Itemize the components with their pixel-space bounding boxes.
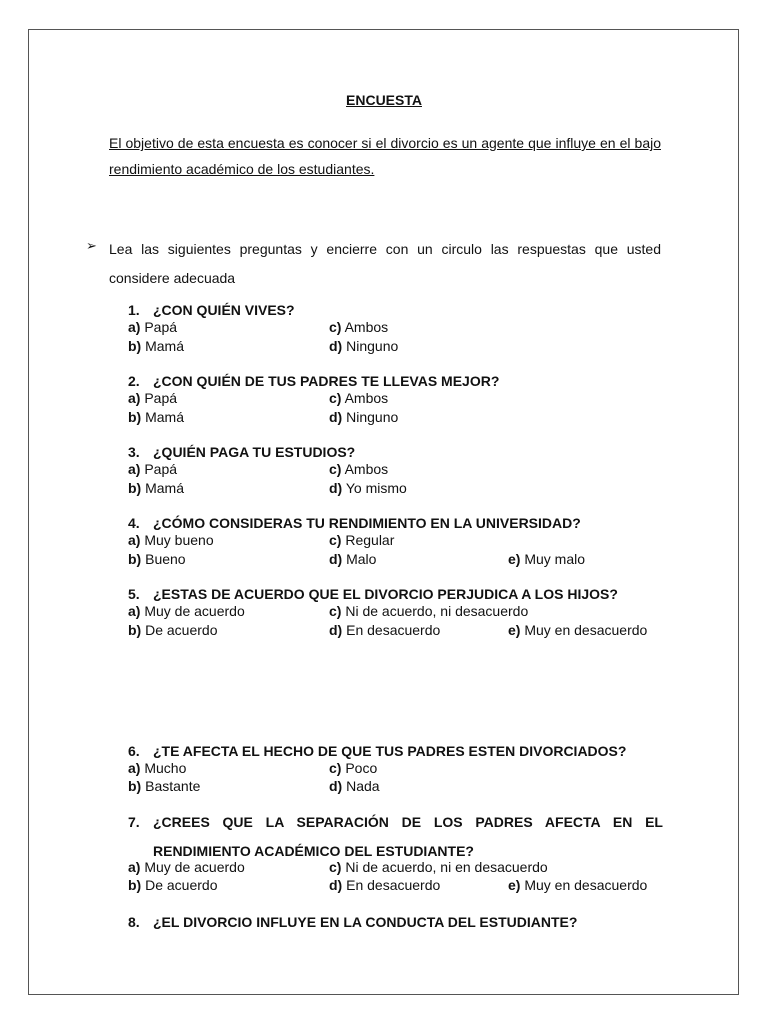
answer-option[interactable]: c) Regular <box>329 532 395 548</box>
answer-option[interactable]: b) Bastante <box>128 778 201 794</box>
question-4 <box>128 515 663 531</box>
answer-option[interactable]: d) Malo <box>329 551 377 567</box>
question-text: ¿CREES QUE LA SEPARACIÓN DE LOS PADRES AFECTA EN EL RENDIMIENTO ACADÉMICO DEL ESTUDIANTE? <box>153 814 663 859</box>
question-text: ¿TE AFECTA EL HECHO DE QUE TUS PADRES ESTEN DIVORCIADOS? <box>153 743 627 759</box>
answer-option[interactable]: d) En desacuerdo <box>329 877 441 893</box>
survey-instruction: Lea las siguientes preguntas y encierre con un circulo las respuestas que usted considere adecuada <box>109 241 661 286</box>
answer-row <box>0 877 768 894</box>
question-text: ¿CÓMO CONSIDERAS TU RENDIMIENTO EN LA UNIVERSIDAD? <box>153 515 581 531</box>
question-text: ¿CON QUIÉN DE TUS PADRES TE LLEVAS MEJOR? <box>153 373 500 389</box>
question-1 <box>128 302 663 318</box>
answer-option[interactable]: b) Bueno <box>128 551 186 567</box>
question-number: 2. <box>128 373 140 389</box>
answer-row <box>0 480 768 497</box>
question-number: 1. <box>128 302 140 318</box>
answer-option[interactable]: c) Ni de acuerdo, ni desacuerdo <box>329 603 529 619</box>
question-number: 7. <box>128 814 140 830</box>
answer-row <box>0 409 768 426</box>
answer-row <box>0 760 768 777</box>
answer-option[interactable]: a) Muy de acuerdo <box>128 603 245 619</box>
answer-option[interactable]: d) Ninguno <box>329 338 399 354</box>
answer-option[interactable]: c) Ni de acuerdo, ni en desacuerdo <box>329 859 548 875</box>
question-number: 8. <box>128 914 140 930</box>
answer-option[interactable]: d) Nada <box>329 778 380 794</box>
question-5 <box>128 586 663 602</box>
answer-row <box>0 551 768 568</box>
answer-option[interactable]: e) Muy malo <box>508 551 586 567</box>
answer-option[interactable]: a) Papá <box>128 390 178 406</box>
answer-row <box>0 338 768 355</box>
answer-option[interactable]: a) Papá <box>128 319 178 335</box>
answer-option[interactable]: e) Muy en desacuerdo <box>508 622 648 638</box>
answer-option[interactable]: b) Mamá <box>128 480 185 496</box>
question-number: 5. <box>128 586 140 602</box>
answer-option[interactable]: a) Muy de acuerdo <box>128 859 245 875</box>
question-3 <box>128 444 663 460</box>
answer-option[interactable]: b) De acuerdo <box>128 877 218 893</box>
answer-row <box>0 390 768 407</box>
question-number: 3. <box>128 444 140 460</box>
answer-option[interactable]: b) Mamá <box>128 409 185 425</box>
answer-row <box>0 461 768 478</box>
answer-option[interactable]: c) Ambos <box>329 461 389 477</box>
answer-option[interactable]: b) De acuerdo <box>128 622 218 638</box>
answer-option[interactable]: e) Muy en desacuerdo <box>508 877 648 893</box>
question-2 <box>128 373 663 389</box>
question-text: ¿EL DIVORCIO INFLUYE EN LA CONDUCTA DEL ESTUDIANTE? <box>153 914 578 930</box>
answer-option[interactable]: b) Mamá <box>128 338 185 354</box>
survey-objective: El objetivo de esta encuesta es conocer si el divorcio es un agente que influye en el bajo rendimiento académico de los estudiantes. <box>109 135 661 177</box>
answer-option[interactable]: c) Poco <box>329 760 378 776</box>
question-6 <box>128 743 663 759</box>
answer-row <box>0 859 768 876</box>
answer-row <box>0 622 768 639</box>
answer-option[interactable]: d) Ninguno <box>329 409 399 425</box>
question-text: ¿CON QUIÉN VIVES? <box>153 302 295 318</box>
answer-row <box>0 778 768 795</box>
answer-row <box>0 603 768 620</box>
question-text: ¿QUIÉN PAGA TU ESTUDIOS? <box>153 444 356 460</box>
question-8 <box>128 914 663 930</box>
answer-option[interactable]: c) Ambos <box>329 390 389 406</box>
answer-option[interactable]: c) Ambos <box>329 319 389 335</box>
answer-option[interactable]: d) En desacuerdo <box>329 622 441 638</box>
question-number: 4. <box>128 515 140 531</box>
question-number: 6. <box>128 743 140 759</box>
answer-option[interactable]: a) Papá <box>128 461 178 477</box>
answer-row <box>0 319 768 336</box>
answer-option[interactable]: d) Yo mismo <box>329 480 407 496</box>
arrow-bullet-icon: ➢ <box>86 238 97 253</box>
answer-row <box>0 532 768 549</box>
answer-option[interactable]: a) Muy bueno <box>128 532 214 548</box>
question-7 <box>128 808 663 866</box>
survey-title: ENCUESTA <box>346 92 422 108</box>
question-text: ¿ESTAS DE ACUERDO QUE EL DIVORCIO PERJUDICA A LOS HIJOS? <box>153 586 618 602</box>
answer-option[interactable]: a) Mucho <box>128 760 187 776</box>
